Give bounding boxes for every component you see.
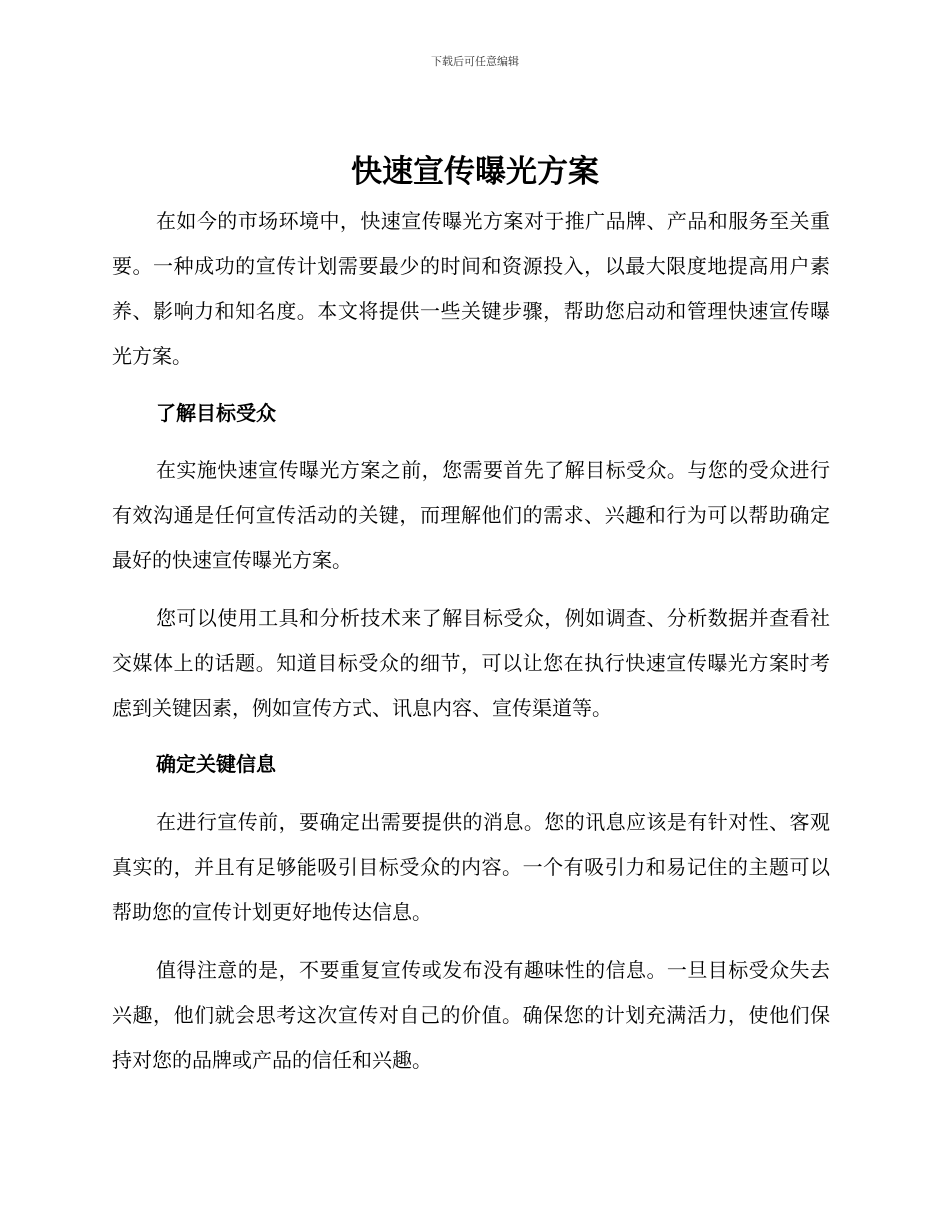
section-heading-key-info: 确定关键信息 [156, 752, 276, 776]
intro-paragraph: 在如今的市场环境中，快速宣传曝光方案对于推广品牌、产品和服务至关重要。一种成功的宣传计划需要最少的时间和资源投入，以最大限度地提高用户素养、影响力和知名度。本文将提供一些关键步骤，帮助您启动和管理快速宣传曝光方案。 [112, 209, 830, 368]
key-info-paragraph-1: 在进行宣传前，要确定出需要提供的消息。您的讯息应该是有针对性、客观真实的，并且有足够能吸引目标受众的内容。一个有吸引力和易记住的主题可以帮助您的宣传计划更好地传达信息。 [112, 810, 830, 924]
document-title: 快速宣传曝光方案 [351, 154, 599, 190]
key-info-paragraph-2: 值得注意的是，不要重复宣传或发布没有趣味性的信息。一旦目标受众失去兴趣，他们就会思考这次宣传对自己的价值。确保您的计划充满活力，使他们保持对您的品牌或产品的信任和兴趣。 [112, 958, 830, 1072]
audience-paragraph-2: 您可以使用工具和分析技术来了解目标受众，例如调查、分析数据并查看社交媒体上的话题。知道目标受众的细节，可以让您在执行快速宣传曝光方案时考虑到关键因素，例如宣传方式、讯息内容、宣传渠道等。 [112, 606, 830, 720]
header-note: 下载后可任意编辑 [431, 55, 519, 68]
section-heading-audience: 了解目标受众 [156, 401, 276, 425]
audience-paragraph-1: 在实施快速宣传曝光方案之前，您需要首先了解目标受众。与您的受众进行有效沟通是任何宣传活动的关键，而理解他们的需求、兴趣和行为可以帮助确定最好的快速宣传曝光方案。 [112, 458, 830, 572]
